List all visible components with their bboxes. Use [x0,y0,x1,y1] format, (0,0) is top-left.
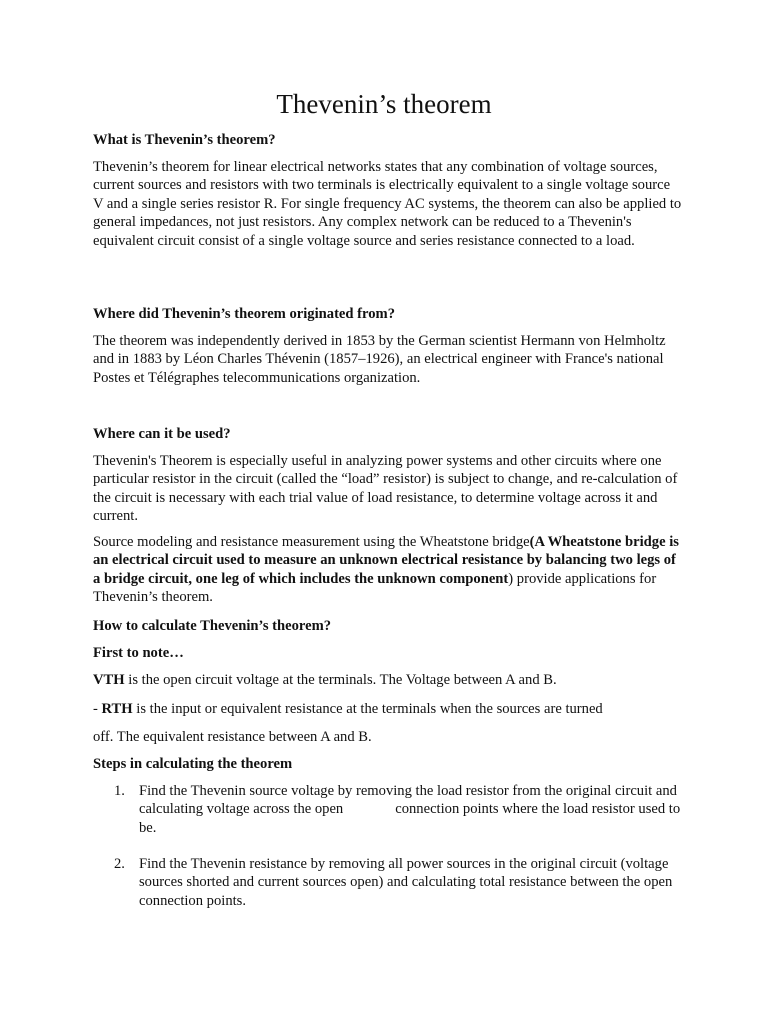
list-item-number: 2. [114,856,125,872]
first-note-heading: First to note… [93,645,184,661]
vth-definition [93,671,683,689]
section-heading-calc: How to calculate Thevenin’s theorem? [93,618,332,634]
vth-term: VTH [93,672,125,688]
list-item-number: 1. [114,783,125,799]
wheatstone-definition: (A Wheatstone bridge is an electrical circuit used to measure an unknown electrical resistance by balancing two legs of a bridge circuit, one leg of which includes the unknown component [93,534,679,587]
usage-2-outro: ) provide applications for Thevenin’s theorem. [93,570,657,606]
usage-2-intro: Source modeling and resistance measurement using the Wheatstone bridge [93,534,530,550]
section-heading-what: What is Thevenin’s theorem? [93,132,276,148]
section-heading-steps: Steps in calculating the theorem [93,756,293,772]
vth-text: is the open circuit voltage at the terminals. The Voltage between A and B. [124,672,557,688]
section-heading-origin: Where did Thevenin’s theorem originated from? [93,306,396,322]
rth-text: is the input or equivalent resistance at the terminals when the sources are turned [132,701,603,717]
paragraph-what: Thevenin’s theorem for linear electrical networks states that any combination of voltage sources, current sources and resistors with two terminals is electrically equivalent to a single voltage source V and a single series resistor R. For single frequency AC systems, the theorem can also be applied to general impedances, not just resistors. Any complex network can be reduced to a Thevenin's equivalent circuit consist of a single voltage source and series resistance connected to a load. [93,159,682,249]
rth-definition [93,700,683,718]
step-1-text-a: Find the Thevenin source voltage by removing the load resistor from the original circuit and calculating voltage across the open [139,783,677,818]
page-title: Thevenin’s theorem [276,89,492,119]
section-heading-usage: Where can it be used? [93,426,231,442]
paragraph-usage-2 [93,533,683,607]
rth-continuation: off. The equivalent resistance between A and B. [93,729,372,745]
list-item-text [139,782,683,837]
step-1-text-b: connection points where the load resistor used to be. [139,801,681,836]
paragraph-origin: The theorem was independently derived in 1853 by the German scientist Hermann von Helmholtz and in 1883 by Léon Charles Thévenin (1857–1926), an electrical engineer with France's national Postes et Télégraphes telecommunications organization. [93,333,666,386]
list-item-text: Find the Thevenin resistance by removing all power sources in the original circuit (voltage sources shorted and current sources open) and calculating total resistance between the open connection points. [139,856,673,909]
rth-term: RTH [101,701,133,717]
paragraph-usage-1: Thevenin's Theorem is especially useful in analyzing power systems and other circuits where one particular resistor in the circuit (called the “load” resistor) is subject to change, and re-calculation of the circuit is necessary with each trial value of load resistance, to determine voltage across it and current. [93,453,678,525]
rth-prefix: - [93,701,102,717]
